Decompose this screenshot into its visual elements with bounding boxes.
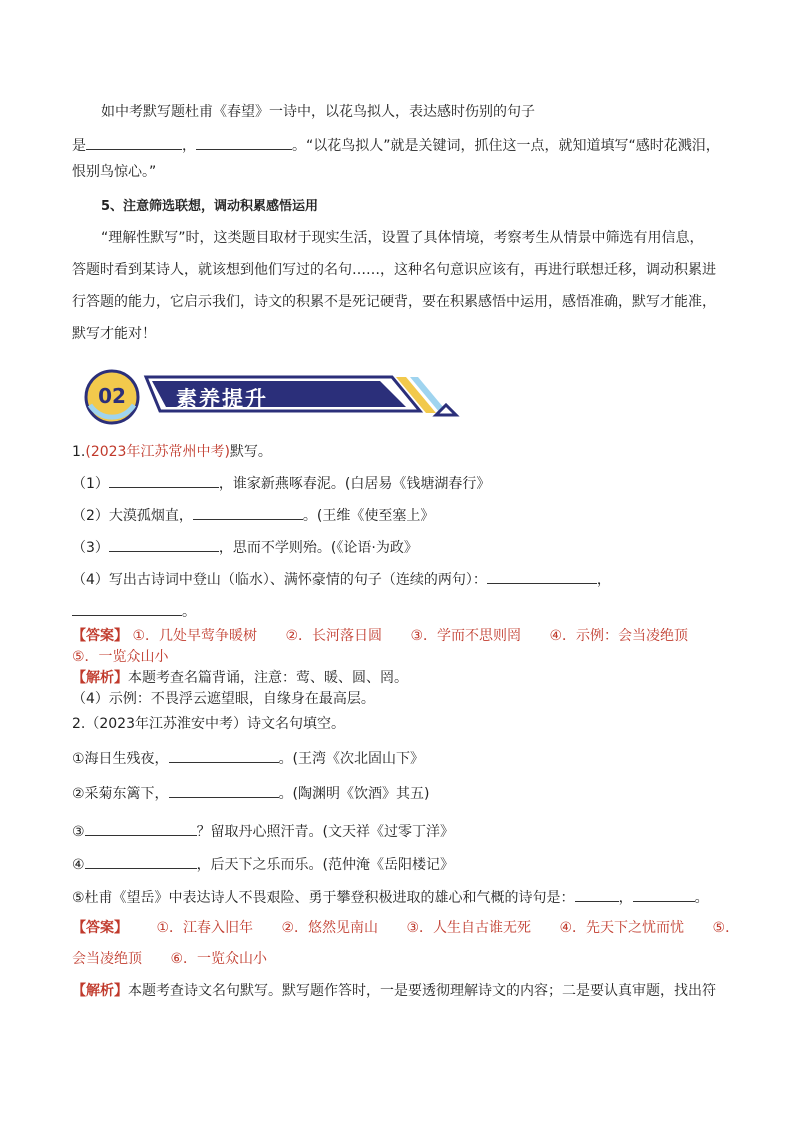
answer-blank <box>575 886 619 902</box>
question-item: ②采菊东篱下， 。(陶渊明《饮酒》其五) <box>72 782 430 804</box>
banner-graphic <box>80 365 460 427</box>
intro-line: 默写才能对！ <box>72 326 156 342</box>
answer-blank <box>169 782 279 798</box>
answer-blank <box>169 747 279 763</box>
answer-blank <box>85 820 197 836</box>
intro-line: “理解性默写”时，这类题目取材于现实生活，设置了具体情境，考察考生从情景中筛选有用信息， <box>101 230 704 246</box>
intro-line: 答题时看到某诗人，就该想到他们写过的名句……，这种名句意识应该有，再进行联想迁移，调动积累进 <box>72 262 716 278</box>
question-item: ①海日生残夜， 。(王湾《次北固山下》 <box>72 747 424 769</box>
answer-blank <box>196 134 292 150</box>
banner-number: 02 <box>98 384 126 408</box>
answer-blank <box>633 886 695 902</box>
analysis-line: 【解析】本题考查诗文名句默写。默写题作答时，一是要透彻理解诗文的内容；二是要认真审题，找出符 <box>72 983 716 999</box>
answer-blank <box>193 504 303 520</box>
answer-line: 【答案】 ①．几处早莺争暖树 ②．长河落日圆 ③．学而不思则罔 ④．示例：会当凌绝顶 <box>72 628 689 644</box>
section-heading: 5、注意筛选联想，调动积累感悟运用 <box>101 199 319 214</box>
answer-blank <box>109 472 219 488</box>
analysis-line: 【解析】本题考查名篇背诵，注意：莺、暖、圆、罔。 <box>72 670 408 686</box>
intro-line: 是 ， 。“以花鸟拟人”就是关键词，抓住这一点，就知道填写“感时花溅泪， <box>72 134 720 156</box>
answer-line: 会当凌绝顶 ⑥．一览众山小 <box>72 951 268 967</box>
question-item: （1） ，谁家新燕啄春泥。(白居易《钱塘湖春行》 <box>72 472 490 494</box>
question-item: （2）大漠孤烟直， 。(王维《使至塞上》 <box>72 504 434 526</box>
intro-line: 恨别鸟惊心。” <box>72 164 157 180</box>
answer-blank <box>72 600 182 616</box>
intro-line: 如中考默写题杜甫《春望》一诗中，以花鸟拟人，表达感时伤别的句子 <box>101 104 535 120</box>
question-2-title: 2.（2023年江苏淮安中考）诗文名句填空。 <box>72 716 345 732</box>
section-banner <box>80 365 460 427</box>
answer-blank <box>86 134 182 150</box>
analysis-line: （4）示例：不畏浮云遮望眼，自缘身在最高层。 <box>72 691 375 707</box>
question-item: ⑤杜甫《望岳》中表达诗人不畏艰险、勇于攀登积极进取的雄心和气概的诗句是： ， 。 <box>72 886 709 908</box>
question-1-title: 1.(2023年江苏常州中考)默写。 <box>72 444 272 460</box>
question-item: （3） ，思而不学则殆。(《论语·为政》 <box>72 536 418 558</box>
answer-blank <box>487 568 597 584</box>
answer-blank <box>85 853 197 869</box>
banner-title: 素养提升 <box>176 387 268 411</box>
answer-line: 【答案】 ①．江春入旧年 ②．悠然见南山 ③．人生自古谁无死 ④．先天下之忧而忧 ⑤． <box>72 920 740 936</box>
answer-line: ⑤．一览众山小 <box>72 649 169 665</box>
intro-line: 行答题的能力，它启示我们，诗文的积累不是死记硬背，要在积累感悟中运用，感悟准确，默写才能准， <box>72 294 716 310</box>
question-item: （4）写出古诗词中登山（临水）、满怀豪情的句子（连续的两句）： ， <box>72 568 611 590</box>
question-item: ③ ？留取丹心照汗青。(文天祥《过零丁洋》 <box>72 820 454 842</box>
question-item: ④ ，后天下之乐而乐。(范仲淹《岳阳楼记》 <box>72 853 454 875</box>
answer-blank <box>109 536 219 552</box>
question-item: 。 <box>72 600 196 622</box>
